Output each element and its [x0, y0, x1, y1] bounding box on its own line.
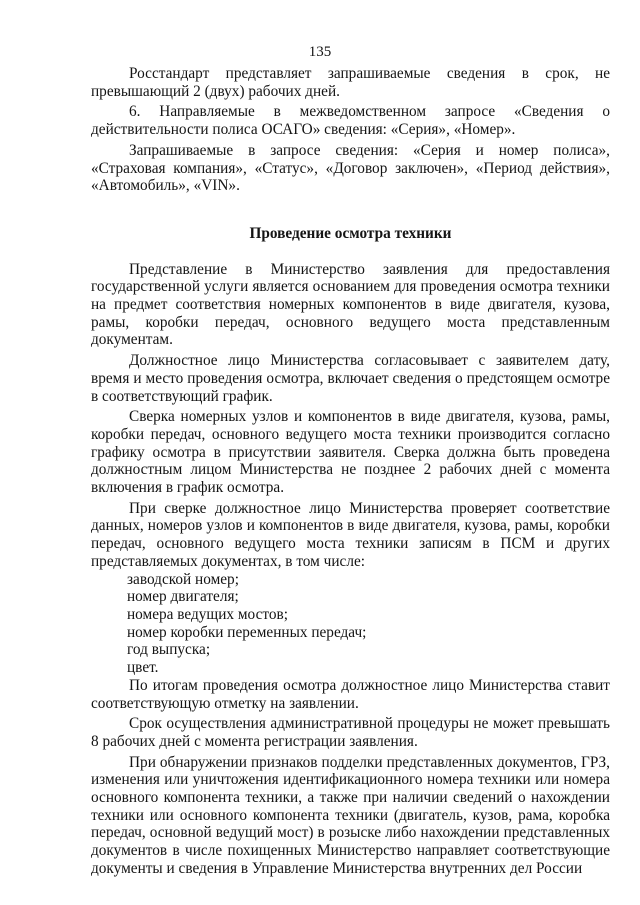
list-item-axle-numbers: номера ведущих мостов;: [127, 605, 288, 623]
paragraph-forgery-detection: При обнаружении признаков подделки представленных документов, ГРЗ, изменения или уничтожения идентификационного номера техники или номера основного компонента техники, а также при наличии сведений о нахождении техники или основного компонента техники (двигатель, кузов, рама, коробка передач, основной ведущий мост) в розыске либо нахождении представленных документов в числе похищенных Министерство направляет соответствующие документы и сведения в Управление Министерства внутренних дел России: [91, 753, 610, 877]
paragraph-check-contents: При сверке должностное лицо Министерства проверяет соответствие данных, номеров узлов и компонентов в виде двигателя, кузова, рамы, коробки передач, основного ведущего моста техники записям в ПСМ и других представляемых документах, в том числе:: [91, 499, 610, 570]
section-heading: Проведение осмотра техники: [249, 224, 452, 242]
paragraph-rosstandart-term: Росстандарт представляет запрашиваемые сведения в срок, не превышающий 2 (двух) рабочих дней.: [91, 65, 610, 100]
page-number: 135: [308, 44, 332, 60]
paragraph-procedure-term: Срок осуществления административной процедуры не может превышать 8 рабочих дней с момента регистрации заявления.: [91, 715, 610, 750]
paragraph-osago-fields: Запрашиваемые в запросе сведения: «Серия и номер полиса», «Страховая компания», «Статус», «Договор заключен», «Период действия», «Автомобиль», «VIN».: [91, 141, 610, 195]
list-item-gearbox-number: номер коробки переменных передач;: [127, 623, 367, 641]
document-body: [91, 65, 610, 878]
list-item-year: год выпуска;: [127, 641, 211, 659]
list-item-engine-number: номер двигателя;: [127, 588, 239, 606]
list-item-color: цвет.: [127, 659, 159, 677]
paragraph-number-check: Сверка номерных узлов и компонентов в виде двигателя, кузова, рамы, коробки передач, основного ведущего моста техники производится согласно графику осмотра в присутствии заявителя. Сверка должна быть проведена должностным лицом Министерства не позднее 2 рабочих дней с момента включения в график осмотра.: [91, 408, 610, 497]
paragraph-inspection-schedule: Должностное лицо Министерства согласовывает с заявителем дату, время и место проведения осмотра, включает сведения о предстоящем осмотре в соответствующий график.: [91, 352, 610, 405]
list-item-factory-number: заводской номер;: [127, 570, 239, 588]
paragraph-osago-request: 6. Направляемые в межведомственном запросе «Сведения о действительности полиса ОСАГО» сведения: «Серия», «Номер».: [91, 103, 610, 139]
paragraph-inspection-result: По итогам проведения осмотра должностное лицо Министерства ставит соответствующую отметку на заявлении.: [91, 676, 610, 712]
paragraph-inspection-basis: Представление в Министерство заявления для предоставления государственной услуги является основанием для проведения осмотра техники на предмет соответствия номерных компонентов в виде двигателя, кузова, рамы, коробки передач, основного ведущего моста представленным документам.: [91, 260, 610, 349]
